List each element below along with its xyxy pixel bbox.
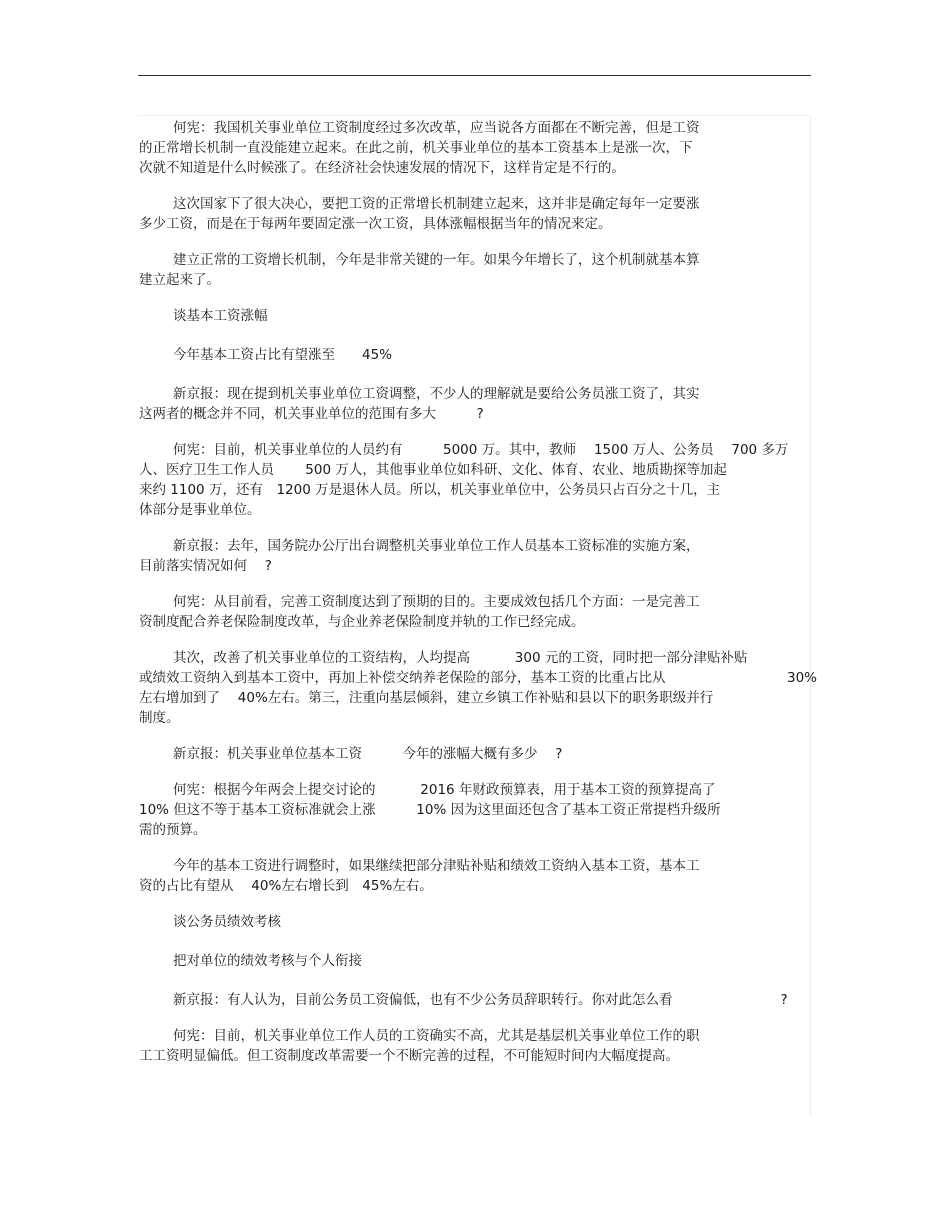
paragraph: [139, 1026, 819, 1066]
paragraph: [139, 194, 819, 234]
text-line: 资制度配合养老保险制度改革，与企业养老保险制度并轨的工作已经完成。: [139, 614, 585, 630]
text-line: 人、医疗卫生工作人员 500 万人，其他事业单位如科研、文化、体育、农业、地质勘探等加起: [139, 462, 727, 478]
text-line: 建立起来了。: [139, 272, 220, 288]
text-line: 多少工资，而是在于每两年要固定涨一次工资，具体涨幅根据当年的情况来定。: [139, 216, 612, 232]
paragraph: [139, 250, 819, 290]
subsection-heading: 今年基本工资占比有望涨至 45%: [173, 347, 393, 363]
text-line: 何宪：我国机关事业单位工资制度经过多次改革，应当说各方面都在不断完善，但是工资: [173, 120, 700, 136]
article-body: [139, 118, 819, 1082]
paragraph: [139, 118, 819, 178]
section-heading: 谈公务员绩效考核: [173, 914, 281, 930]
text-line: 何宪：根据今年两会上提交讨论的 2016 年财政预算表，用于基本工资的预算提高了: [173, 782, 716, 798]
text-line: 体部分是事业单位。: [139, 502, 261, 518]
text-line: 何宪：目前，机关事业单位的人员约有 5000 万。其中，教师 1500 万人、公务员 700 多万: [173, 442, 789, 458]
paragraph: [139, 648, 819, 728]
text-line: 新京报：去年，国务院办公厅出台调整机关事业单位工作人员基本工资标准的实施方案，: [173, 538, 700, 554]
text-line: 其次，改善了机关事业单位的工资结构，人均提高 300 元的工资，同时把一部分津贴补贴: [173, 650, 748, 666]
text-line: 建立正常的工资增长机制，今年是非常关键的一年。如果今年增长了，这个机制就基本算: [173, 252, 700, 268]
text-line: 的正常增长机制一直没能建立起来。在此之前，机关事业单位的基本工资基本上是涨一次，下: [139, 140, 693, 156]
text-line: 工工资明显偏低。但工资制度改革需要一个不断完善的过程，不可能短时间内大幅度提高。: [139, 1048, 679, 1064]
text-line: 新京报：现在提到机关事业单位工资调整，不少人的理解就是要给公务员涨工资了，其实: [173, 386, 700, 402]
text-line: 今年的基本工资进行调整时，如果继续把部分津贴补贴和绩效工资纳入基本工资，基本工: [173, 858, 700, 874]
subsection-heading: 把对单位的绩效考核与个人衔接: [173, 953, 362, 969]
header-rule: [138, 75, 811, 76]
paragraph: [139, 780, 819, 840]
text-line: 10% 但这不等于基本工资标准就会上涨 10% 因为这里面还包含了基本工资正常提档升级所: [139, 802, 721, 818]
paragraph: [139, 536, 819, 576]
text-line: 目前落实情况如何 ?: [139, 558, 272, 574]
section-heading: 谈基本工资涨幅: [173, 308, 268, 324]
paragraph: [139, 592, 819, 632]
text-line: 新京报：机关事业单位基本工资 今年的涨幅大概有多少 ?: [173, 746, 563, 762]
text-line: 制度。: [139, 710, 180, 726]
paragraph: [139, 990, 819, 1010]
text-line: 何宪：从目前看，完善工资制度达到了预期的目的。主要成效包括几个方面：一是完善工: [173, 594, 700, 610]
text-line: 资的占比有望从 40%左右增长到 45%左右。: [139, 878, 433, 894]
text-line: 新京报：有人认为，目前公务员工资偏低，也有不少公务员辞职转行。你对此怎么看 ?: [173, 992, 788, 1008]
paragraph: [139, 384, 819, 424]
paragraph: [139, 440, 819, 520]
text-line: 来约 1100 万，还有 1200 万是退休人员。所以，机关事业单位中，公务员只占百分之十几，主: [139, 482, 721, 498]
text-line: 何宪：目前，机关事业单位工作人员的工资确实不高，尤其是基层机关事业单位工作的职: [173, 1028, 700, 1044]
text-line: 需的预算。: [139, 822, 207, 838]
text-line: 或绩效工资纳入到基本工资中，再加上补偿交纳养老保险的部分，基本工资的比重占比从 30%: [139, 670, 818, 686]
text-line: 这两者的概念并不同，机关事业单位的范围有多大 ?: [139, 406, 484, 422]
paragraph: [139, 744, 819, 764]
text-line: 这次国家下了很大决心，要把工资的正常增长机制建立起来，这并非是确定每年一定要涨: [173, 196, 700, 212]
text-line: 左右增加到了 40%左右。第三，注重向基层倾斜，建立乡镇工作补贴和县以下的职务职级并行: [139, 690, 714, 706]
paragraph: [139, 856, 819, 896]
text-line: 次就不知道是什么时候涨了。在经济社会快速发展的情况下，这样肯定是不行的。: [139, 160, 625, 176]
